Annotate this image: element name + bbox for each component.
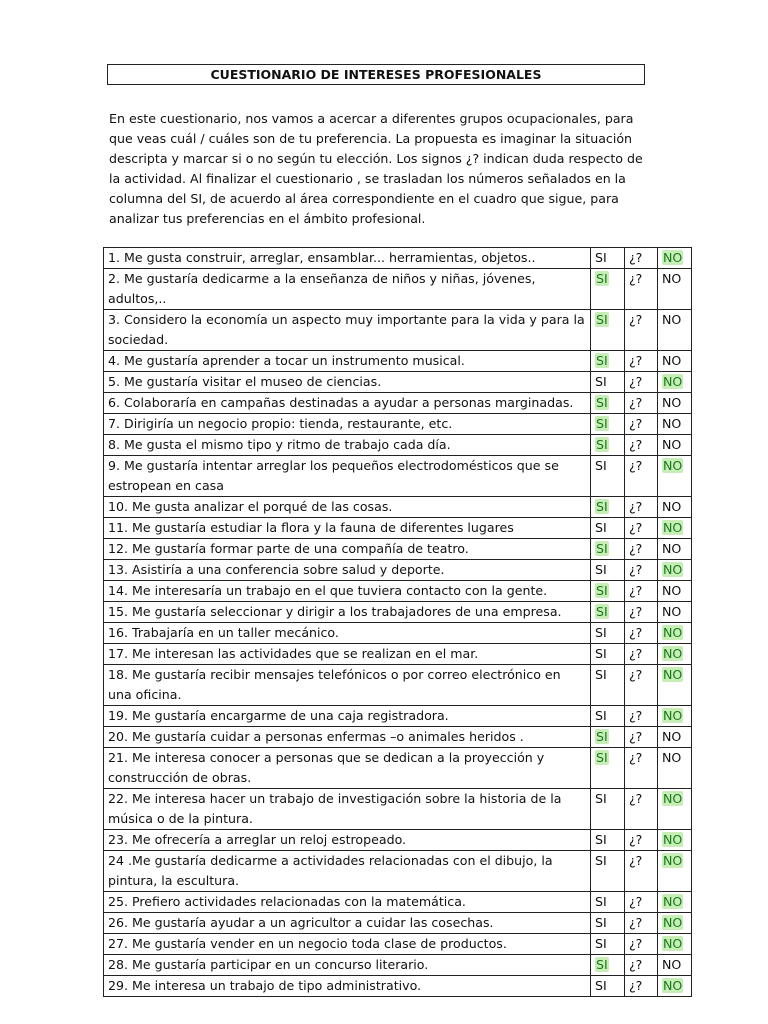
option-si[interactable] (591, 560, 625, 581)
option-no-selected: NO (663, 458, 683, 473)
question-text: 27. Me gustaría vender en un negocio toda clase de productos. (104, 934, 591, 955)
question-text: 29. Me interesa un trabajo de tipo administrativo. (104, 976, 591, 997)
option-si[interactable] (591, 539, 625, 560)
option-no[interactable] (658, 248, 692, 269)
option-si[interactable] (591, 581, 625, 602)
question-text: 13. Asistiría a una conferencia sobre salud y deporte. (104, 560, 591, 581)
option-doubt-label: ¿? (629, 312, 643, 327)
option-si-label: SI (595, 978, 607, 993)
option-doubt[interactable] (625, 497, 658, 518)
option-no-selected: NO (663, 708, 683, 723)
option-si[interactable] (591, 602, 625, 623)
option-si-label: SI (595, 853, 607, 868)
option-doubt-label: ¿? (629, 729, 643, 744)
option-no-selected: NO (663, 667, 683, 682)
option-doubt-label: ¿? (629, 625, 643, 640)
option-doubt-label: ¿? (629, 395, 643, 410)
option-no[interactable] (658, 623, 692, 644)
question-text: 9. Me gustaría intentar arreglar los pequeños electrodomésticos que se estropean en casa (104, 456, 591, 497)
option-doubt-label: ¿? (629, 978, 643, 993)
option-no-label: NO (662, 353, 682, 368)
option-si-selected: SI (596, 312, 608, 327)
option-doubt[interactable] (625, 310, 658, 351)
question-row (104, 518, 692, 539)
option-no[interactable] (658, 581, 692, 602)
option-doubt-label: ¿? (629, 437, 643, 452)
option-no-selected: NO (663, 936, 683, 951)
option-no[interactable] (658, 414, 692, 435)
question-text: 19. Me gustaría encargarme de una caja registradora. (104, 706, 591, 727)
option-doubt[interactable] (625, 248, 658, 269)
option-si-label: SI (595, 832, 607, 847)
option-si-label: SI (595, 708, 607, 723)
question-row (104, 748, 692, 789)
option-no[interactable] (658, 727, 692, 748)
option-doubt-label: ¿? (629, 416, 643, 431)
option-si[interactable] (591, 934, 625, 955)
option-no-selected: NO (663, 791, 683, 806)
option-si-label: SI (595, 562, 607, 577)
question-row (104, 351, 692, 372)
option-no-selected: NO (663, 250, 683, 265)
option-doubt-label: ¿? (629, 667, 643, 682)
option-no[interactable] (658, 539, 692, 560)
intro-paragraph: En este cuestionario, nos vamos a acercar a diferentes grupos ocupacionales, para que veas cuál / cuáles son de tu preferencia. La propuesta es imaginar la situación descripta y marcar si o no según tu elección. Los signos ¿? indican duda respecto de la actividad. Al finalizar el cuestionario , se trasladan los números señalados en la columna del SI, de acuerdo al área correspondiente en el cuadro que sigue, para analizar tus preferencias en el ámbito profesional. (109, 111, 643, 226)
question-row (104, 789, 692, 830)
option-doubt[interactable] (625, 539, 658, 560)
question-text: 28. Me gustaría participar en un concurso literario. (104, 955, 591, 976)
option-si-selected: SI (596, 416, 608, 431)
option-si[interactable] (591, 644, 625, 665)
question-row (104, 913, 692, 934)
option-doubt[interactable] (625, 581, 658, 602)
option-si-selected: SI (596, 437, 608, 452)
question-text: 5. Me gustaría visitar el museo de ciencias. (104, 372, 591, 393)
option-doubt[interactable] (625, 913, 658, 934)
option-si-label: SI (595, 374, 607, 389)
option-si-selected: SI (596, 271, 608, 286)
option-no[interactable] (658, 644, 692, 665)
question-text: 17. Me interesan las actividades que se realizan en el mar. (104, 644, 591, 665)
option-no[interactable] (658, 748, 692, 789)
option-doubt-label: ¿? (629, 791, 643, 806)
question-row (104, 310, 692, 351)
question-row (104, 435, 692, 456)
option-no-selected: NO (663, 978, 683, 993)
option-si[interactable] (591, 665, 625, 706)
question-text: 26. Me gustaría ayudar a un agricultor a cuidar las cosechas. (104, 913, 591, 934)
option-no-selected: NO (663, 374, 683, 389)
option-no[interactable] (658, 851, 692, 892)
option-doubt-label: ¿? (629, 250, 643, 265)
option-no[interactable] (658, 518, 692, 539)
option-doubt[interactable] (625, 976, 658, 997)
option-no[interactable] (658, 976, 692, 997)
option-doubt-label: ¿? (629, 583, 643, 598)
option-no[interactable] (658, 393, 692, 414)
option-si[interactable] (591, 351, 625, 372)
question-text: 11. Me gustaría estudiar la flora y la fauna de diferentes lugares (104, 518, 591, 539)
option-no[interactable] (658, 913, 692, 934)
question-text: 14. Me interesaría un trabajo en el que tuviera contacto con la gente. (104, 581, 591, 602)
option-doubt[interactable] (625, 748, 658, 789)
option-doubt-label: ¿? (629, 562, 643, 577)
option-doubt[interactable] (625, 560, 658, 581)
option-doubt-label: ¿? (629, 936, 643, 951)
question-row (104, 497, 692, 518)
question-row (104, 644, 692, 665)
question-row (104, 623, 692, 644)
option-si-selected: SI (596, 583, 608, 598)
option-si-selected: SI (596, 729, 608, 744)
option-doubt[interactable] (625, 518, 658, 539)
option-no[interactable] (658, 497, 692, 518)
option-no-label: NO (662, 750, 682, 765)
question-text: 12. Me gustaría formar parte de una compañía de teatro. (104, 539, 591, 560)
option-no-label: NO (662, 312, 682, 327)
option-no-label: NO (662, 583, 682, 598)
option-no-label: NO (662, 437, 682, 452)
question-text: 21. Me interesa conocer a personas que se dedican a la proyección y construcción de obras. (104, 748, 591, 789)
option-no-label: NO (662, 416, 682, 431)
option-si[interactable] (591, 269, 625, 310)
question-row (104, 581, 692, 602)
option-doubt[interactable] (625, 830, 658, 851)
question-text: 16. Trabajaría en un taller mecánico. (104, 623, 591, 644)
question-row (104, 706, 692, 727)
option-no-selected: NO (663, 915, 683, 930)
option-doubt[interactable] (625, 435, 658, 456)
question-text: 7. Dirigiría un negocio propio: tienda, restaurante, etc. (104, 414, 591, 435)
document-title: CUESTIONARIO DE INTERESES PROFESIONALES (107, 64, 645, 85)
option-doubt[interactable] (625, 623, 658, 644)
option-si-label: SI (595, 625, 607, 640)
question-row (104, 269, 692, 310)
option-no[interactable] (658, 310, 692, 351)
question-row (104, 830, 692, 851)
option-doubt[interactable] (625, 372, 658, 393)
option-doubt-label: ¿? (629, 708, 643, 723)
option-doubt[interactable] (625, 789, 658, 830)
option-si[interactable] (591, 497, 625, 518)
option-si[interactable] (591, 372, 625, 393)
option-si-label: SI (595, 936, 607, 951)
question-row (104, 934, 692, 955)
option-no-selected: NO (663, 562, 683, 577)
option-si[interactable] (591, 706, 625, 727)
option-si-selected: SI (596, 750, 608, 765)
option-no[interactable] (658, 830, 692, 851)
option-si-selected: SI (596, 957, 608, 972)
option-no[interactable] (658, 665, 692, 706)
question-row (104, 248, 692, 269)
option-si-label: SI (595, 458, 607, 473)
option-no-selected: NO (663, 646, 683, 661)
option-doubt[interactable] (625, 955, 658, 976)
question-text: 24 .Me gustaría dedicarme a actividades relacionadas con el dibujo, la pintura, la escultura. (104, 851, 591, 892)
option-no[interactable] (658, 706, 692, 727)
option-no[interactable] (658, 435, 692, 456)
question-text: 20. Me gustaría cuidar a personas enfermas –o animales heridos . (104, 727, 591, 748)
option-doubt[interactable] (625, 456, 658, 497)
option-si-label: SI (595, 520, 607, 535)
option-doubt-label: ¿? (629, 499, 643, 514)
option-no-selected: NO (663, 832, 683, 847)
option-no[interactable] (658, 892, 692, 913)
question-text: 25. Prefiero actividades relacionadas con la matemática. (104, 892, 591, 913)
option-si[interactable] (591, 976, 625, 997)
question-text: 18. Me gustaría recibir mensajes telefónicos o por correo electrónico en una oficina. (104, 665, 591, 706)
option-si[interactable] (591, 955, 625, 976)
question-text: 6. Colaboraría en campañas destinadas a ayudar a personas marginadas. (104, 393, 591, 414)
option-doubt[interactable] (625, 644, 658, 665)
option-si[interactable] (591, 435, 625, 456)
option-doubt[interactable] (625, 414, 658, 435)
option-si[interactable] (591, 456, 625, 497)
option-si[interactable] (591, 830, 625, 851)
option-doubt[interactable] (625, 934, 658, 955)
option-doubt-label: ¿? (629, 520, 643, 535)
option-doubt[interactable] (625, 706, 658, 727)
option-si-selected: SI (596, 395, 608, 410)
option-si[interactable] (591, 892, 625, 913)
option-doubt-label: ¿? (629, 853, 643, 868)
option-si-label: SI (595, 915, 607, 930)
option-si-selected: SI (596, 541, 608, 556)
question-text: 23. Me ofrecería a arreglar un reloj estropeado. (104, 830, 591, 851)
question-row (104, 560, 692, 581)
option-no-label: NO (662, 499, 682, 514)
question-text: 22. Me interesa hacer un trabajo de investigación sobre la historia de la música o de la pintura. (104, 789, 591, 830)
question-row (104, 372, 692, 393)
option-doubt-label: ¿? (629, 957, 643, 972)
option-si-label: SI (595, 791, 607, 806)
question-row (104, 539, 692, 560)
question-row (104, 727, 692, 748)
question-row (104, 456, 692, 497)
question-row (104, 665, 692, 706)
question-text: 8. Me gusta el mismo tipo y ritmo de trabajo cada día. (104, 435, 591, 456)
option-no[interactable] (658, 789, 692, 830)
option-si[interactable] (591, 789, 625, 830)
question-text: 10. Me gusta analizar el porqué de las cosas. (104, 497, 591, 518)
option-si[interactable] (591, 913, 625, 934)
option-no-selected: NO (663, 894, 683, 909)
option-no[interactable] (658, 560, 692, 581)
option-no-label: NO (662, 395, 682, 410)
question-row (104, 414, 692, 435)
option-no[interactable] (658, 456, 692, 497)
option-doubt[interactable] (625, 351, 658, 372)
option-doubt-label: ¿? (629, 646, 643, 661)
option-si[interactable] (591, 310, 625, 351)
option-si-label: SI (595, 250, 607, 265)
option-doubt-label: ¿? (629, 458, 643, 473)
option-no-selected: NO (663, 625, 683, 640)
option-si-selected: SI (596, 604, 608, 619)
question-row (104, 892, 692, 913)
option-si[interactable] (591, 748, 625, 789)
question-row (104, 955, 692, 976)
option-doubt[interactable] (625, 665, 658, 706)
option-doubt-label: ¿? (629, 832, 643, 847)
option-no-label: NO (662, 271, 682, 286)
option-no-label: NO (662, 541, 682, 556)
option-no-selected: NO (663, 853, 683, 868)
option-doubt[interactable] (625, 269, 658, 310)
option-si[interactable] (591, 727, 625, 748)
option-si-label: SI (595, 646, 607, 661)
option-si-selected: SI (596, 353, 608, 368)
option-si[interactable] (591, 393, 625, 414)
option-si[interactable] (591, 851, 625, 892)
option-no-label: NO (662, 604, 682, 619)
question-text: 4. Me gustaría aprender a tocar un instrumento musical. (104, 351, 591, 372)
question-text: 15. Me gustaría seleccionar y dirigir a los trabajadores de una empresa. (104, 602, 591, 623)
question-text: 1. Me gusta construir, arreglar, ensamblar... herramientas, objetos.. (104, 248, 591, 269)
option-doubt[interactable] (625, 393, 658, 414)
option-si[interactable] (591, 414, 625, 435)
question-row (104, 393, 692, 414)
questionnaire-table (103, 247, 692, 997)
option-doubt[interactable] (625, 602, 658, 623)
option-si-label: SI (595, 667, 607, 682)
option-si-selected: SI (596, 499, 608, 514)
question-row (104, 602, 692, 623)
question-row (104, 976, 692, 997)
option-doubt[interactable] (625, 851, 658, 892)
option-si[interactable] (591, 518, 625, 539)
option-doubt-label: ¿? (629, 374, 643, 389)
option-no-selected: NO (663, 520, 683, 535)
option-doubt-label: ¿? (629, 915, 643, 930)
option-doubt[interactable] (625, 892, 658, 913)
option-si-label: SI (595, 894, 607, 909)
option-no[interactable] (658, 602, 692, 623)
option-no[interactable] (658, 934, 692, 955)
option-no[interactable] (658, 372, 692, 393)
option-doubt-label: ¿? (629, 353, 643, 368)
option-no[interactable] (658, 955, 692, 976)
option-no-label: NO (662, 957, 682, 972)
option-doubt-label: ¿? (629, 541, 643, 556)
option-si[interactable] (591, 623, 625, 644)
question-text: 2. Me gustaría dedicarme a la enseñanza de niños y niñas, jóvenes, adultos,.. (104, 269, 591, 310)
option-doubt-label: ¿? (629, 271, 643, 286)
option-no[interactable] (658, 351, 692, 372)
option-no[interactable] (658, 269, 692, 310)
question-text: 3. Considero la economía un aspecto muy importante para la vida y para la sociedad. (104, 310, 591, 351)
option-doubt-label: ¿? (629, 750, 643, 765)
option-doubt[interactable] (625, 727, 658, 748)
option-si[interactable] (591, 248, 625, 269)
question-row (104, 851, 692, 892)
option-doubt-label: ¿? (629, 604, 643, 619)
option-doubt-label: ¿? (629, 894, 643, 909)
option-no-label: NO (662, 729, 682, 744)
